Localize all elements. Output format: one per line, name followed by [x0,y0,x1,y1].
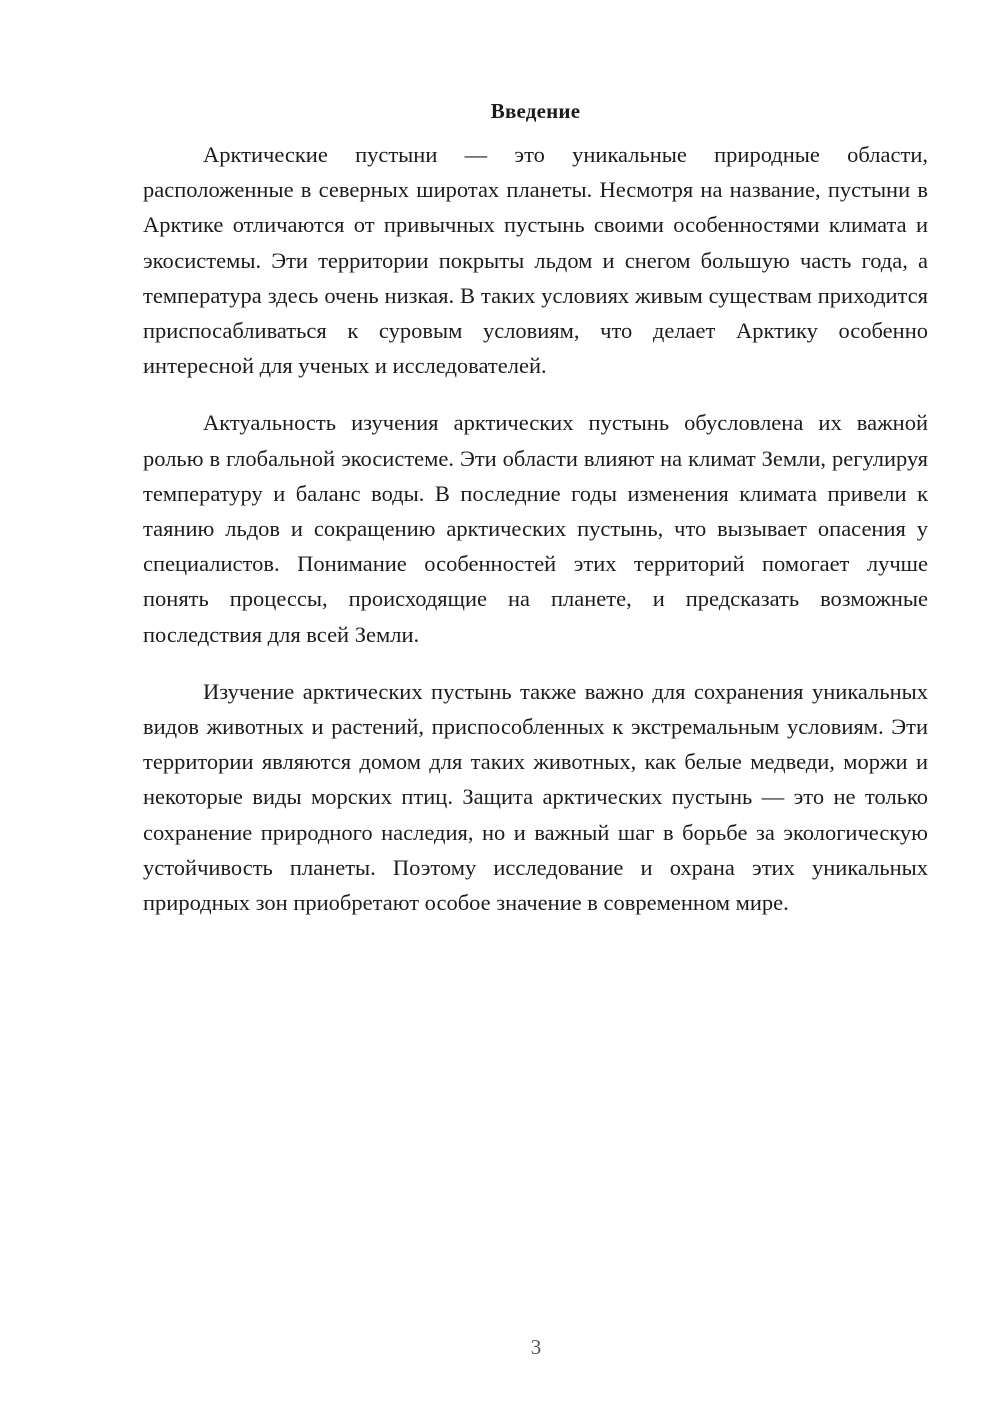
paragraph-1: Арктические пустыни — это уникальные природные области, расположенные в северных широтах планеты. Несмотря на название, пустыни в Арктике отличаются от привычных пустынь своими особенностями климата и экосистемы. Эти территории покрыты льдом и снегом большую часть года, а температура здесь очень низкая. В таких условиях живым существам приходится приспосабливаться к суровым условиям, что делает Арктику особенно интересной для ученых и исследователей. [143,142,928,379]
section-title: Введение [490,99,581,123]
page-content [143,97,928,942]
paragraph-2: Актуальность изучения арктических пустынь обусловлена их важной ролью в глобальной экосистеме. Эти области влияют на климат Земли, регулируя температуру и баланс воды. В последние годы изменения климата привели к таянию льдов и сокращению арктических пустынь, что вызывает опасения у специалистов. Понимание особенностей этих территорий помогает лучше понять процессы, происходящие на планете, и предсказать возможные последствия для всей Земли. [143,410,928,647]
page-number: 3 [530,1335,542,1359]
paragraph-3: Изучение арктических пустынь также важно для сохранения уникальных видов животных и растений, приспособленных к экстремальным условиям. Эти территории являются домом для таких животных, как белые медведи, моржи и некоторые виды морских птиц. Защита арктических пустынь — это не только сохранение природного наследия, но и важный шаг в борьбе за экологическую устойчивость планеты. Поэтому исследование и охрана этих уникальных природных зон приобретают особое значение в современном мире. [143,678,928,916]
